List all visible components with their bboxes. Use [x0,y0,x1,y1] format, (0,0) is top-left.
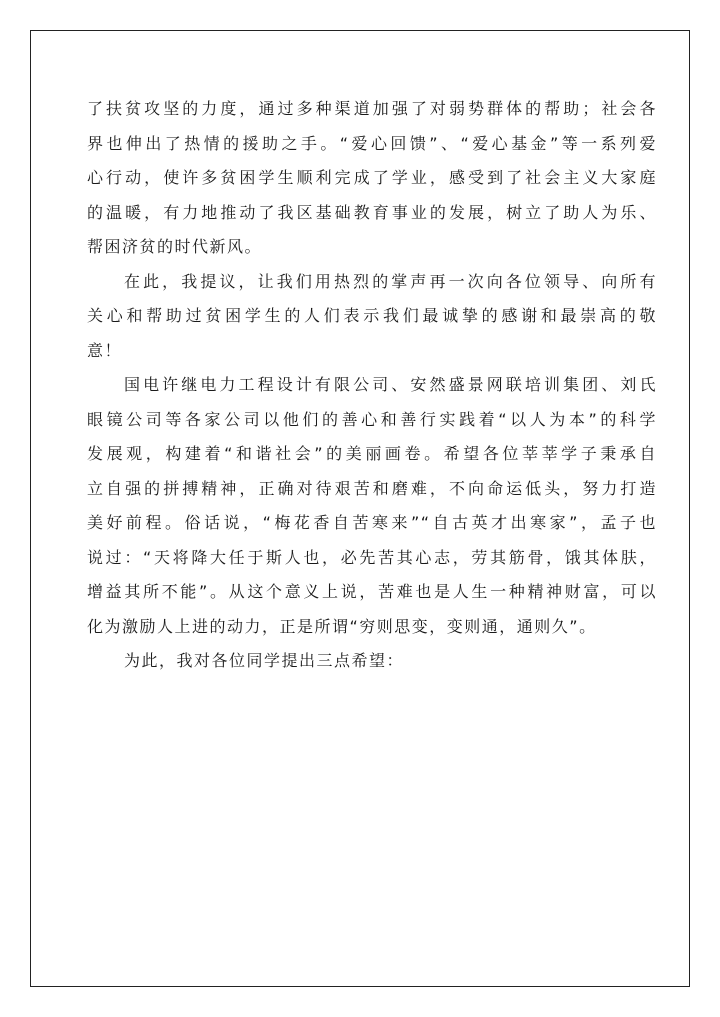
paragraph [87,265,657,369]
document-body [87,92,657,679]
paragraph [87,368,657,644]
paragraph [87,92,657,265]
text-line: 了扶贫攻坚的力度，通过多种渠道加强了对弱势群体的帮助；社会各 [87,99,657,118]
text-line: 界也伸出了热情的援助之手。“爱心回馈”、“爱心基金”等一系列爱 [87,133,657,153]
text-line: 化为激励人上进的动力，正是所谓“穷则思变，变则通，通则久”。 [87,616,597,636]
text-line: 的温暖，有力地推动了我区基础教育事业的发展，树立了助人为乐、 [87,202,657,222]
text-line: 国电许继电力工程设计有限公司、安然盛景网联培训集团、刘氏 [124,375,657,394]
text-line: 立自强的拼搏精神，正确对待艰苦和磨难，不向命运低头，努力打造 [87,478,657,498]
text-line: 增益其所不能”。从这个意义上说，苦难也是人生一种精神财富，可以 [87,582,657,601]
text-line: 心行动，使许多贫困学生顺利完成了学业，感受到了社会主义大家庭 [87,168,657,187]
paragraph [87,644,657,679]
text-line: 美好前程。俗话说，“梅花香自苦寒来”“自古英才出寒家”，孟子也 [87,513,657,532]
text-line: 帮困济贫的时代新风。 [87,237,263,256]
text-line: 在此，我提议，让我们用热烈的掌声再一次向各位领导、向所有 [124,271,657,291]
text-line: 关心和帮助过贫困学生的人们表示我们最诚挚的感谢和最崇高的敬 [87,306,657,325]
text-line: 为此，我对各位同学提出三点希望： [124,651,405,670]
text-line: 意！ [87,340,123,360]
text-line: 发展观，构建着“和谐社会”的美丽画卷。希望各位莘莘学子秉承自 [87,444,657,463]
text-line: 说过：“天将降大任于斯人也，必先苦其心志，劳其筋骨，饿其体肤， [87,547,657,567]
text-line: 眼镜公司等各家公司以他们的善心和善行实践着“以人为本”的科学 [87,409,657,429]
